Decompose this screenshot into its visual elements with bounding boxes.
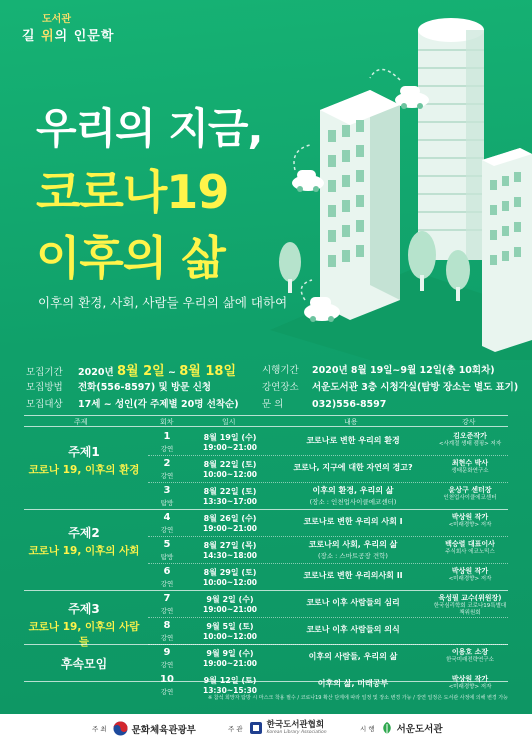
contact xyxy=(262,396,386,410)
executor-name: 서운도서관 xyxy=(396,724,443,735)
header-instructor: 강사 xyxy=(462,418,476,426)
session-date: 8월 29일 (토) xyxy=(203,568,257,577)
organizer-name-block xyxy=(267,721,327,735)
table-row xyxy=(24,645,508,672)
theme-title: 코로나 19, 이후의 사람들 xyxy=(28,621,140,648)
instructor-name: 김오준작가 xyxy=(453,432,487,440)
session-type: 강연 xyxy=(160,472,174,480)
city-illustration xyxy=(250,0,532,360)
session-type: 강연 xyxy=(160,661,174,669)
host-name: 문화체육관광부 xyxy=(131,724,196,736)
info-highlight: 8월 18일 xyxy=(179,364,237,379)
instructor-name: 윤상구 센터장 xyxy=(448,486,492,494)
header-session: 회차 xyxy=(160,418,174,426)
info-value: 2020년 xyxy=(78,367,117,378)
library-association-logo-icon xyxy=(249,721,263,735)
event-place xyxy=(262,379,518,393)
table-row xyxy=(24,510,508,537)
organizer-label: 주 관 xyxy=(228,724,243,733)
instructor-name: 육성필 교수(위원장) xyxy=(438,594,502,602)
office-building-left xyxy=(320,90,400,320)
table-row xyxy=(24,456,508,483)
header-theme: 주제 xyxy=(74,418,88,426)
session-date: 9월 5일 (토) xyxy=(206,622,254,631)
session-content: 코로나로 변한 우리의사회 II xyxy=(303,571,403,580)
instructor-name: 박상원 작가 xyxy=(451,675,489,683)
host-group xyxy=(92,721,196,736)
subtitle: 이후의 환경, 사회, 사람들 우리의 삶에 대하여 xyxy=(38,295,288,310)
info-value: 서운도서관 3층 시청각실(탐방 장소는 별도 표기) xyxy=(312,382,519,393)
executor-group xyxy=(360,721,443,735)
session-time: 19:00~21:00 xyxy=(202,443,258,452)
session-type: 강연 xyxy=(160,580,174,588)
office-building-right xyxy=(482,148,532,352)
info-value: ~ xyxy=(164,367,180,378)
executor-label: 시 행 xyxy=(360,724,375,733)
recruit-period xyxy=(26,360,236,379)
session-time: 19:00~21:00 xyxy=(202,659,258,668)
logo-part: 위 xyxy=(41,29,55,44)
session-number: 1 xyxy=(163,431,171,442)
session-type: 강연 xyxy=(160,526,174,534)
session-time: 13:30~17:00 xyxy=(202,497,258,506)
session-time: 10:00~12:00 xyxy=(202,578,258,587)
instructor-affiliation: <미래경향> 저자 xyxy=(448,576,492,582)
theme-name: 주제1 xyxy=(68,445,100,459)
session-date: 8월 22일 (토) xyxy=(203,487,257,496)
session-time: 14:30~18:00 xyxy=(202,551,258,560)
cylinder-tower xyxy=(418,18,484,260)
session-date: 9월 2일 (수) xyxy=(206,595,254,604)
session-content: 코로나의 사회, 우리의 삶 xyxy=(308,540,398,549)
session-type: 탐방 xyxy=(160,553,174,561)
table-row xyxy=(24,483,508,510)
theme-name: 주제2 xyxy=(68,526,100,540)
instructor-affiliation: 생태문화연구소 xyxy=(451,468,489,474)
session-time: 19:00~21:00 xyxy=(202,605,258,614)
schedule-table xyxy=(24,415,508,696)
session-number: 5 xyxy=(163,539,171,550)
table-row xyxy=(24,591,508,618)
session-content: 코로나로 변한 우리의 사회 I xyxy=(303,517,403,526)
session-number: 7 xyxy=(163,593,171,604)
session-time: 19:00~21:00 xyxy=(202,524,258,533)
session-type: 강연 xyxy=(160,445,174,453)
session-location: (장소 : 스마트공장 견학) xyxy=(318,552,388,560)
session-content: 코로나 이후 사람들의 심리 xyxy=(306,598,400,607)
instructor-affiliation: <사계절 생태 캠핑> 저자 xyxy=(438,441,502,447)
session-content: 이후의 삶, 미래공부 xyxy=(317,679,389,688)
info-label: 모집대상 xyxy=(26,399,63,410)
header-datetime: 일시 xyxy=(222,418,236,426)
info-value: 032)556-8597 xyxy=(312,399,387,410)
session-time: 10:00~12:00 xyxy=(202,632,258,641)
theme-name: 후속모임 xyxy=(60,657,108,671)
instructor-affiliation: <미래경향> 저자 xyxy=(448,522,492,528)
info-value: 17세 ~ 성인(각 주제별 20명 선착순) xyxy=(78,399,239,410)
session-number: 9 xyxy=(163,647,171,658)
event-period xyxy=(262,362,495,376)
logo-main-text xyxy=(22,25,114,44)
info-highlight: 8월 2일 xyxy=(116,364,165,379)
instructor-affiliation: 한국미래전략연구소 xyxy=(446,657,494,663)
instructor-name: 최현수 박사 xyxy=(451,459,489,467)
session-date: 8월 19일 (수) xyxy=(203,433,257,442)
logo-part: 의 인문학 xyxy=(54,29,115,44)
session-content: 코로나 이후 사람들의 의식 xyxy=(306,625,400,634)
instructor-affiliation: 인천업사이클에코센터 xyxy=(443,495,497,501)
session-time: 10:00~12:00 xyxy=(202,470,258,479)
session-number: 6 xyxy=(163,566,171,577)
session-type: 강연 xyxy=(160,607,174,615)
program-logo xyxy=(22,10,114,44)
recruit-target xyxy=(26,396,239,410)
organizer-name: 한국도서관협회 xyxy=(266,720,325,730)
instructor-affiliation: 주식회사 에코노믹스 xyxy=(445,549,495,555)
leaf-logo-icon xyxy=(381,721,393,735)
session-content: 코로나, 지구에 대한 자연의 경고? xyxy=(293,463,413,472)
instructor-name: 박상원 작가 xyxy=(451,513,489,521)
organizer-group xyxy=(228,721,327,735)
instructor-name: 박상원 작가 xyxy=(451,567,489,575)
info-label: 모집방법 xyxy=(26,382,63,393)
title-line-2: 코로나19 xyxy=(36,165,229,219)
instructor-name: 이용호 소장 xyxy=(451,648,489,656)
info-value: 2020년 8월 19일~9월 12일(총 10회차) xyxy=(312,365,495,376)
session-date: 9월 12일 (토) xyxy=(203,676,257,685)
table-header xyxy=(24,415,508,427)
table-row xyxy=(24,429,508,456)
session-type: 강연 xyxy=(160,688,174,696)
footer xyxy=(0,714,532,744)
session-number: 10 xyxy=(160,674,174,685)
session-type: 탐방 xyxy=(160,499,174,507)
session-type: 강연 xyxy=(160,634,174,642)
instructor-affiliation: 한국심리학회 코로나19특별대책위원회 xyxy=(433,603,507,616)
session-content: 코로나로 변한 우리의 환경 xyxy=(306,436,400,445)
taegeuk-icon xyxy=(113,721,128,736)
footnote: ※ 참석 희망자 탐방 시 마스크 착용 필수 / 코로나19 확산 단계에 따라 일정 및 장소 변경 가능 / 강연 일정은 도서관 사정에 의해 변경 가능 xyxy=(208,695,508,701)
session-date: 9월 9일 (수) xyxy=(206,649,254,658)
info-label: 시행기간 xyxy=(262,365,299,376)
logo-top-text: 도서관 xyxy=(42,14,71,25)
title-line-3: 이후의 삶 xyxy=(36,231,225,285)
session-content: 이후의 사람들, 우리의 삶 xyxy=(308,652,398,661)
session-location: (장소 : 인천업사이클에코센터) xyxy=(309,498,397,506)
session-number: 2 xyxy=(163,458,171,469)
session-number: 3 xyxy=(163,485,171,496)
info-value: 전화(556-8597) 및 방문 신청 xyxy=(78,382,212,393)
table-row xyxy=(24,537,508,564)
session-date: 8월 22일 (토) xyxy=(203,460,257,469)
host-label: 주 최 xyxy=(92,725,107,733)
info-label: 모집기간 xyxy=(26,367,63,378)
table-row xyxy=(24,618,508,645)
recruit-method xyxy=(26,379,211,393)
instructor-name: 백승렬 대표이사 xyxy=(445,540,495,548)
info-label: 강연장소 xyxy=(262,382,299,393)
session-date: 8월 27일 (목) xyxy=(203,541,257,550)
table-row xyxy=(24,564,508,591)
theme-title: 코로나 19, 이후의 환경 xyxy=(28,464,140,476)
title-line-1: 우리의 지금, xyxy=(36,104,263,153)
header-content: 내용 xyxy=(344,418,358,426)
session-number: 4 xyxy=(163,512,171,523)
instructor-affiliation: <미래경향> 저자 xyxy=(448,684,492,690)
organizer-name-en: Korean Library Association xyxy=(266,730,327,735)
info-label: 문 의 xyxy=(262,399,284,410)
logo-part: 길 xyxy=(22,29,42,44)
session-time: 13:30~15:30 xyxy=(202,686,258,695)
session-date: 8월 26일 (수) xyxy=(203,514,257,523)
session-content: 이후의 환경, 우리의 삶 xyxy=(312,486,394,495)
theme-title: 코로나 19, 이후의 사회 xyxy=(28,545,140,557)
theme-name: 주제3 xyxy=(68,602,100,616)
session-number: 8 xyxy=(163,620,171,631)
